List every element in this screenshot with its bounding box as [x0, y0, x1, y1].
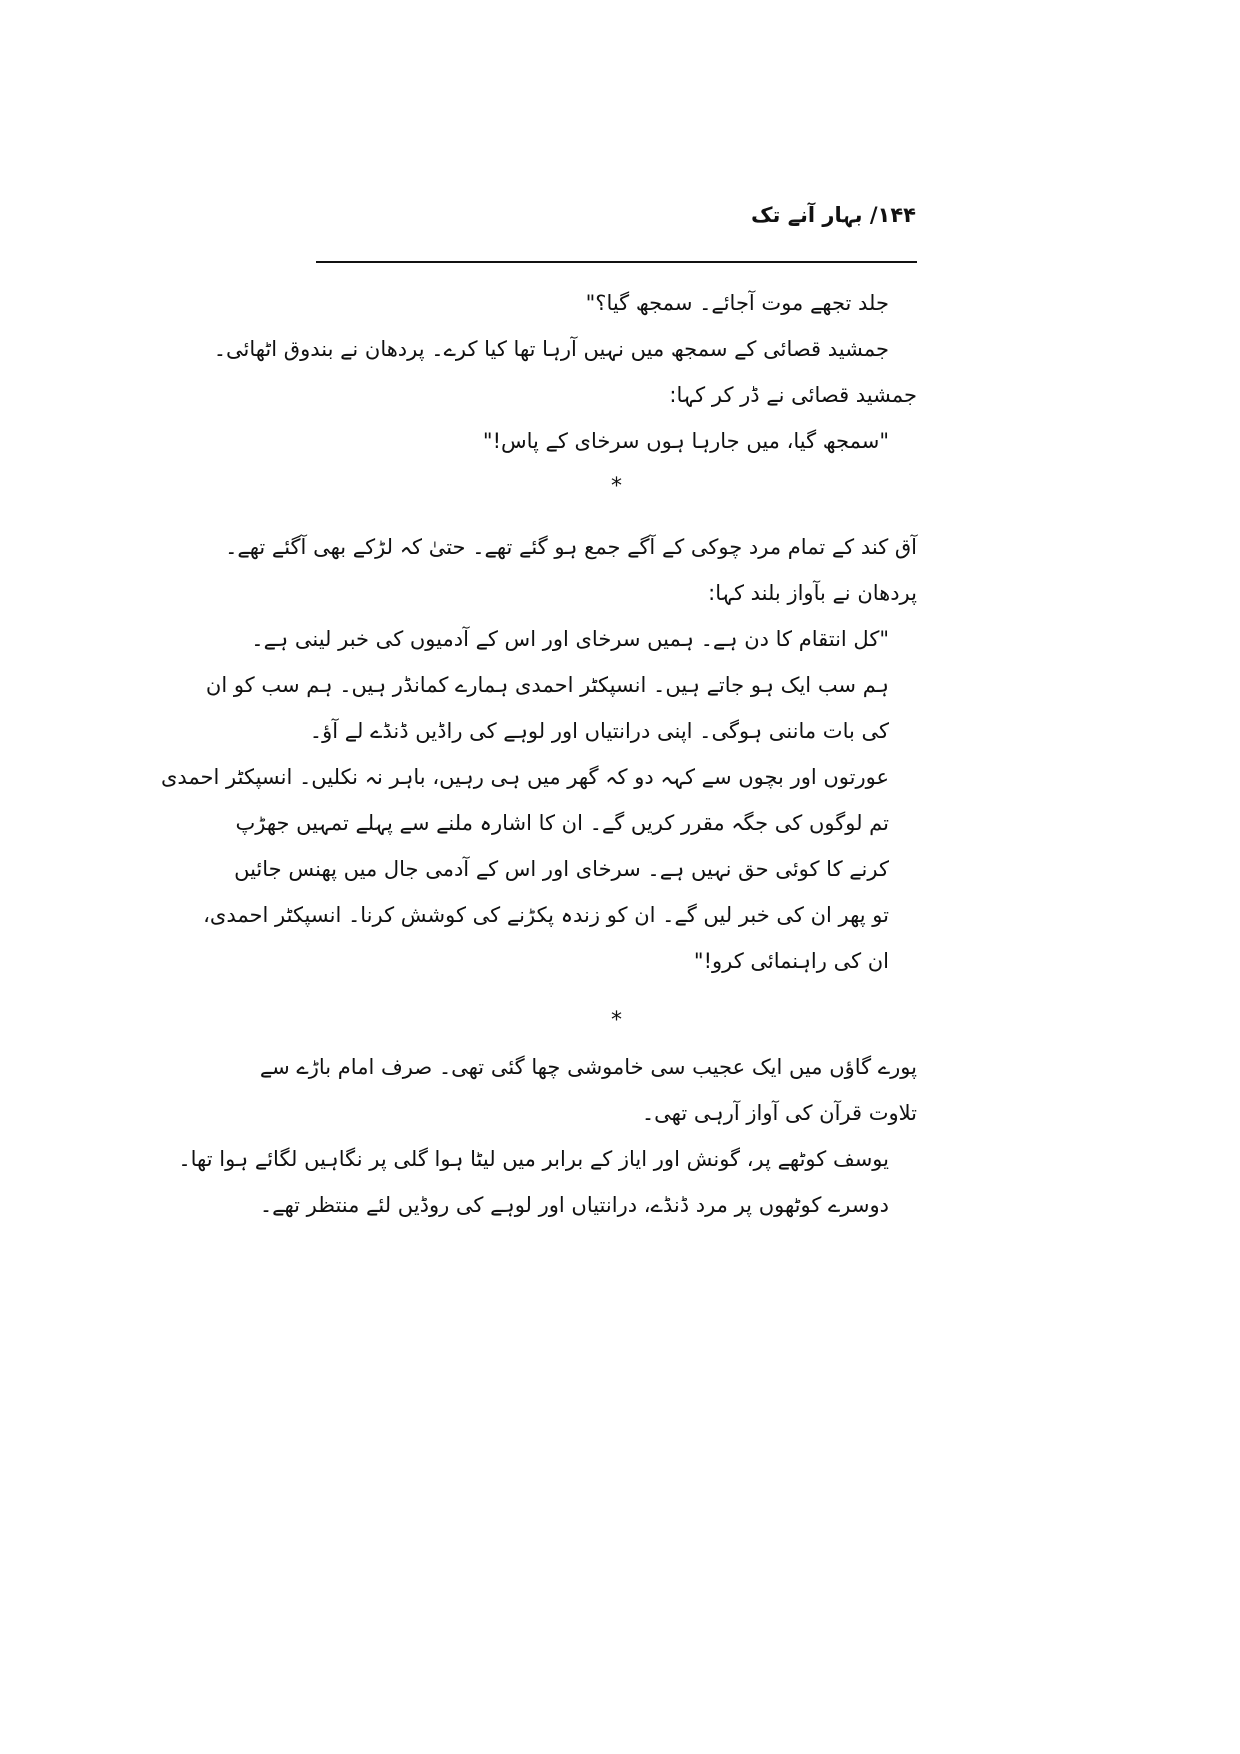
text-line: تو پھر ان کی خبر لیں گے۔ ان کو زندہ پکڑنے کی کوشش کرنا۔ انسپکٹر احمدی،	[203, 903, 889, 927]
text-line: ان کی راہنمائی کرو!"	[693, 949, 889, 973]
text-line: پردھان نے بآواز بلند کہا:	[708, 581, 917, 605]
page-header	[316, 195, 916, 243]
text-line: تم لوگوں کی جگہ مقرر کریں گے۔ ان کا اشارہ ملنے سے پہلے تمہیں جھڑپ	[235, 811, 889, 835]
header-divider	[316, 261, 917, 263]
text-line: عورتوں اور بچوں سے کہہ دو کہ گھر میں ہی رہیں، باہر نہ نکلیں۔ انسپکٹر احمدی	[160, 765, 889, 789]
text-line: کرنے کا کوئی حق نہیں ہے۔ سرخای اور اس کے آدمی جال میں پھنس جائیں	[234, 857, 889, 881]
text-line: کی بات ماننی ہوگی۔ اپنی درانتیاں اور لوہے کی راڈیں ڈنڈے لے آؤ۔	[309, 719, 889, 743]
text-line: دوسرے کوٹھوں پر مرد ڈنڈے، درانتیاں اور لوہے کی روڈیں لئے منتظر تھے۔	[259, 1193, 889, 1217]
text-line: جمشید قصائی نے ڈر کر کہا:	[669, 383, 917, 407]
text-line: "سمجھ گیا، میں جارہا ہوں سرخای کے پاس!"	[482, 429, 889, 453]
section-separator: *	[611, 1008, 622, 1033]
spacer	[316, 510, 917, 524]
text-line: یوسف کوٹھے پر، گونش اور ایاز کے برابر میں لیٹا ہوا گلی پر نگاہیں لگائے ہوا تھا۔	[178, 1147, 889, 1171]
running-header: ۱۴۴/ بہار آنے تک	[751, 203, 916, 227]
section-separator: *	[611, 474, 622, 499]
text-line: جمشید قصائی کے سمجھ میں نہیں آرہا تھا کیا کرے۔ پردھان نے بندوق اٹھائی۔	[213, 337, 889, 361]
text-line: تلاوت قرآن کی آواز آرہی تھی۔	[641, 1101, 917, 1125]
text-line: آق کند کے تمام مرد چوکی کے آگے جمع ہو گئے تھے۔ حتیٰ کہ لڑکے بھی آگئے تھے۔	[225, 535, 917, 559]
text-line: پورے گاؤں میں ایک عجیب سی خاموشی چھا گئی تھی۔ صرف امام باڑے سے	[259, 1055, 917, 1079]
page-body	[160, 280, 917, 1228]
text-line: ہم سب ایک ہو جاتے ہیں۔ انسپکٹر احمدی ہمارے کمانڈر ہیں۔ ہم سب کو ان	[205, 673, 889, 697]
text-line: جلد تجھے موت آجائے۔ سمجھ گیا؟"	[585, 291, 889, 315]
text-line: "کل انتقام کا دن ہے۔ ہمیں سرخای اور اس کے آدمیوں کی خبر لینی ہے۔	[251, 627, 889, 651]
spacer	[316, 984, 917, 998]
